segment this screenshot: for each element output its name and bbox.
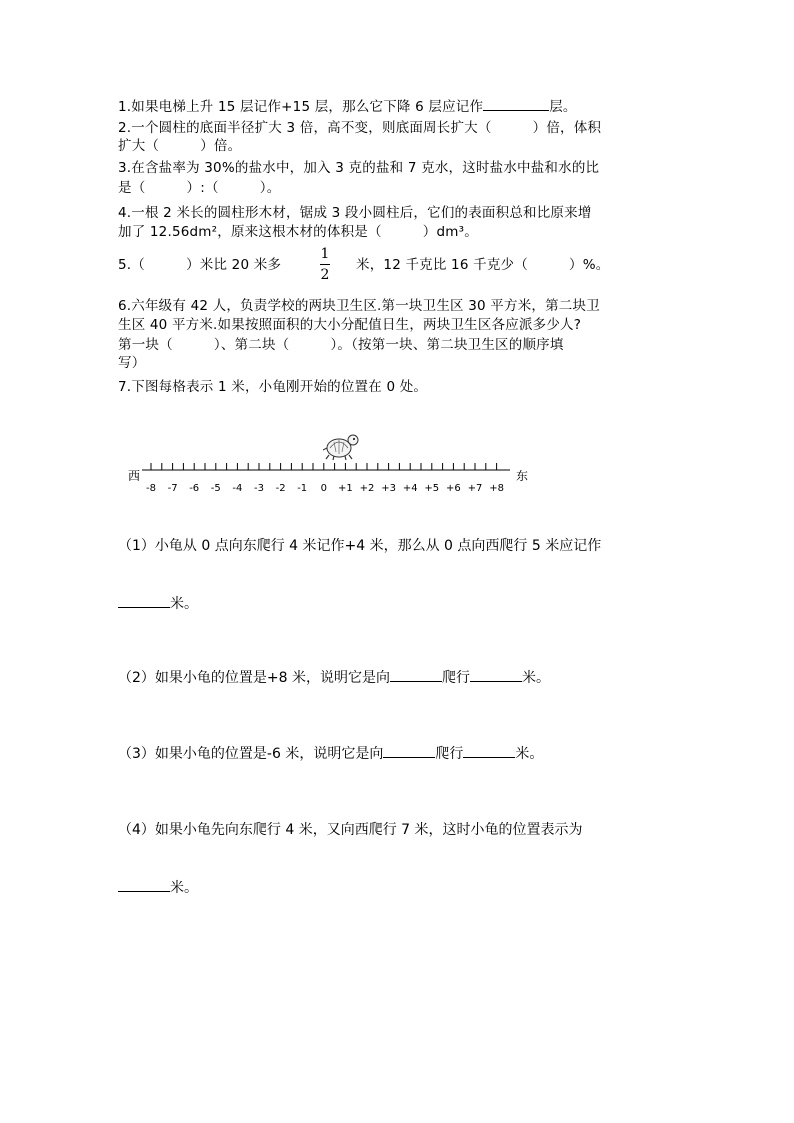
tick-label: -4 <box>232 483 243 494</box>
fraction-bar <box>320 264 330 265</box>
tick-label: +4 <box>402 483 418 494</box>
subquestion-3-text: （3）如果小龟的位置是-6 米，说明它是向 <box>118 746 384 762</box>
question-2-line-2: 扩大（ ）倍。 <box>118 138 242 154</box>
tick-label: +8 <box>489 483 504 494</box>
question-5-part-2: 米，12 千克比 16 千克少（ ）%。 <box>356 257 610 273</box>
unit-label: 米。 <box>170 596 198 612</box>
east-label: 东 <box>516 469 529 483</box>
tick-label: +5 <box>424 483 440 494</box>
unit-label: 米。 <box>522 670 550 686</box>
tick-label: +1 <box>338 483 353 494</box>
answer-blank[interactable] <box>118 879 170 892</box>
number-line <box>120 425 540 500</box>
question-2-line-1: 2.一个圆柱的底面半径扩大 3 倍，高不变，则底面周长扩大（ ）倍，体积 <box>118 120 602 136</box>
question-1 <box>118 98 577 115</box>
direction-blank[interactable] <box>383 745 435 758</box>
question-3-line-1: 3.在含盐率为 30%的盐水中，加入 3 克的盐和 7 克水，这时盐水中盐和水的比 <box>118 160 600 176</box>
q1-unit: 层。 <box>549 99 577 115</box>
crawl-label: 爬行 <box>435 746 464 762</box>
crawl-label: 爬行 <box>442 670 470 686</box>
tick-label: 0 <box>320 483 327 494</box>
tick-label: -2 <box>275 483 286 494</box>
question-4-line-1: 4.一根 2 米长的圆柱形木材，锯成 3 段小圆柱后，它们的表面积总和比原来增 <box>118 205 592 221</box>
tick-label: +7 <box>467 483 483 494</box>
tick-label: -1 <box>297 483 308 494</box>
tick-label: +3 <box>381 483 396 494</box>
q1-text: 1.如果电梯上升 15 层记作+15 层，那么它下降 6 层应记作 <box>118 99 484 115</box>
question-7: 7.下图每格表示 1 米，小龟刚开始的位置在 0 处。 <box>118 379 428 395</box>
tick-label: -5 <box>210 483 221 494</box>
question-4-line-2: 加了 12.56dm²，原来这根木材的体积是（ ）dm³。 <box>118 224 478 240</box>
fraction-half <box>318 246 332 283</box>
tick-label: -8 <box>146 483 156 494</box>
subquestion-1-answer <box>118 595 198 613</box>
distance-blank[interactable] <box>463 745 515 758</box>
subquestion-2 <box>118 669 550 687</box>
tick-label: -3 <box>254 483 264 494</box>
question-3-line-2: 是（ ）:（ ）。 <box>118 180 281 196</box>
subquestion-3 <box>118 745 543 763</box>
subquestion-2-text: （2）如果小龟的位置是+8 米，说明它是向 <box>118 670 390 686</box>
unit-label: 米。 <box>170 880 198 896</box>
fraction-denominator: 2 <box>320 267 330 283</box>
turtle-icon <box>323 435 358 460</box>
subquestion-4-answer <box>118 879 198 897</box>
direction-blank[interactable] <box>390 669 442 682</box>
tick-label: +6 <box>446 483 461 494</box>
question-6-line-1: 6.六年级有 42 人，负责学校的两块卫生区.第一块卫生区 30 平方米，第二块卫 <box>118 298 600 314</box>
answer-blank[interactable] <box>483 98 549 111</box>
fraction-numerator: 1 <box>320 246 330 262</box>
question-6-line-4: 写） <box>118 355 146 371</box>
tick-label: +2 <box>359 483 375 494</box>
distance-blank[interactable] <box>470 669 522 682</box>
question-6-line-2: 生区 40 平方米.如果按照面积的大小分配值日生，两块卫生区各应派多少人? <box>118 317 582 333</box>
question-5-part-1: 5.（ ）米比 20 米多 <box>118 257 282 273</box>
unit-label: 米。 <box>515 746 544 762</box>
answer-blank[interactable] <box>118 595 170 608</box>
tick-label: -7 <box>167 483 178 494</box>
subquestion-4: （4）如果小龟先向东爬行 4 米，又向西爬行 7 米，这时小龟的位置表示为 <box>118 822 583 838</box>
subquestion-1: （1）小龟从 0 点向东爬行 4 米记作+4 米，那么从 0 点向西爬行 5 米应记作 <box>118 538 602 554</box>
west-label: 西 <box>128 469 141 483</box>
tick-label: -6 <box>189 483 200 494</box>
question-6-line-3: 第一块（ ）、第二块（ ）。（按第一块、第二块卫生区的顺序填 <box>118 337 564 353</box>
